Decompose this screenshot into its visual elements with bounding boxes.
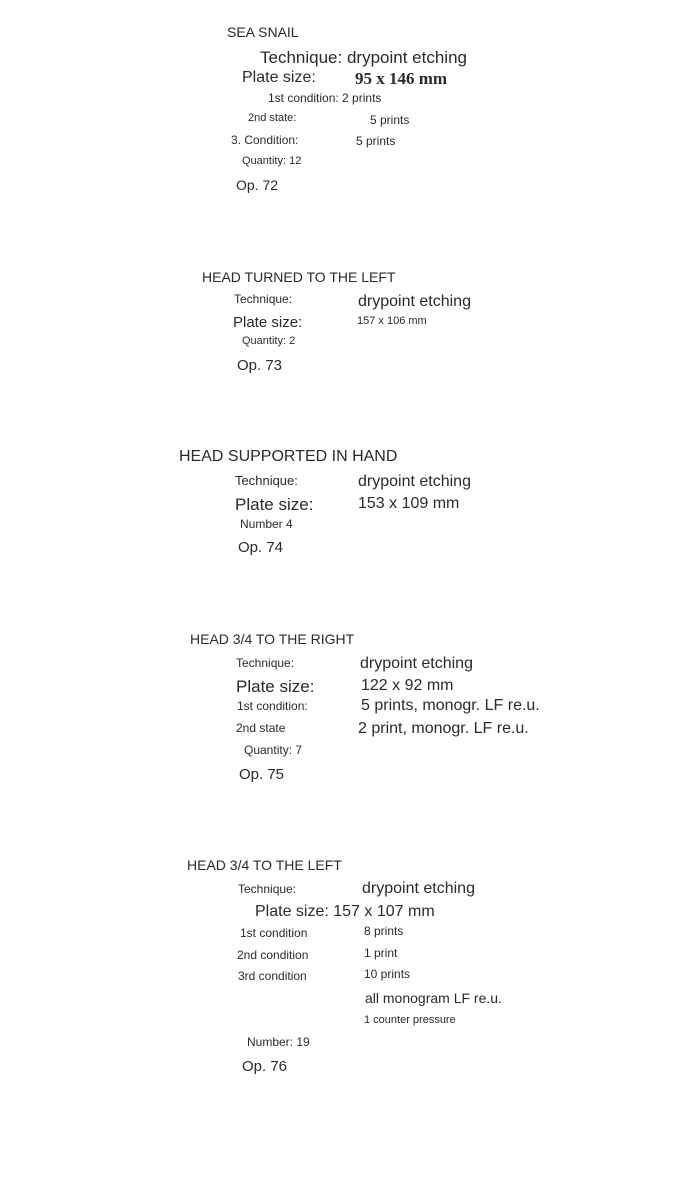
condition-3-value: 5 prints: [356, 134, 396, 148]
plate-size-label: Plate size:: [242, 69, 316, 86]
entry-title: HEAD 3/4 TO THE LEFT: [187, 857, 342, 873]
quantity: Quantity: 2: [242, 335, 296, 347]
opus-number: Op. 72: [236, 177, 279, 193]
condition-2-value: 5 prints: [370, 113, 410, 127]
opus-number: Op. 76: [242, 1058, 288, 1075]
technique-value: drypoint etching: [362, 880, 475, 897]
condition-2-value: 1 print: [364, 946, 398, 960]
entry-title: HEAD 3/4 TO THE RIGHT: [190, 631, 355, 647]
condition-3-label: 3rd condition: [238, 969, 307, 983]
plate-size-value: 95 x 146 mm: [355, 69, 448, 88]
entry-title: HEAD TURNED TO THE LEFT: [202, 269, 396, 285]
number-of-prints: Number 4: [240, 517, 293, 531]
entry-title: SEA SNAIL: [227, 24, 299, 40]
monogram-note: all monogram LF re.u.: [365, 990, 502, 1006]
condition-1-value: 5 prints, monogr. LF re.u.: [361, 697, 540, 714]
condition-3-value: 10 prints: [364, 967, 411, 981]
technique-value: drypoint etching: [360, 655, 473, 672]
condition-2-label: 2nd state: [236, 721, 286, 735]
counter-pressure-note: 1 counter pressure: [364, 1014, 456, 1026]
plate-size-value: 157 x 106 mm: [357, 315, 427, 327]
condition-1: 1st condition: 2 prints: [268, 91, 382, 105]
plate-size-value: 122 x 92 mm: [361, 677, 454, 694]
technique-value: drypoint etching: [358, 293, 471, 310]
number-of-prints: Number: 19: [247, 1035, 310, 1049]
condition-1-label: 1st condition:: [237, 699, 308, 713]
condition-2-label: 2nd condition: [237, 948, 309, 962]
plate-size-label: Plate size:: [235, 495, 314, 514]
technique-label: Technique:: [234, 292, 293, 306]
condition-3-label: 3. Condition:: [231, 133, 299, 147]
condition-2-value: 2 print, monogr. LF re.u.: [358, 720, 529, 737]
technique-label: Technique:: [236, 656, 295, 670]
plate-size-label: Plate size:: [236, 677, 315, 696]
quantity: Quantity: 7: [244, 743, 303, 757]
condition-1-label: 1st condition: [240, 926, 308, 940]
opus-number: Op. 73: [237, 357, 283, 374]
opus-number: Op. 74: [238, 539, 284, 556]
quantity: Quantity: 12: [242, 155, 302, 167]
entry-title: HEAD SUPPORTED IN HAND: [179, 448, 398, 465]
technique-value: drypoint etching: [358, 473, 471, 490]
technique-line: Technique: drypoint etching: [260, 48, 467, 67]
plate-size-line: Plate size: 157 x 107 mm: [255, 903, 435, 920]
technique-label: Technique:: [238, 882, 297, 896]
opus-number: Op. 75: [239, 766, 285, 783]
technique-label: Technique:: [235, 473, 298, 488]
plate-size-value: 153 x 109 mm: [358, 495, 460, 512]
condition-1-value: 8 prints: [364, 924, 404, 938]
plate-size-label: Plate size:: [233, 314, 303, 331]
condition-2-label: 2nd state:: [248, 112, 297, 124]
